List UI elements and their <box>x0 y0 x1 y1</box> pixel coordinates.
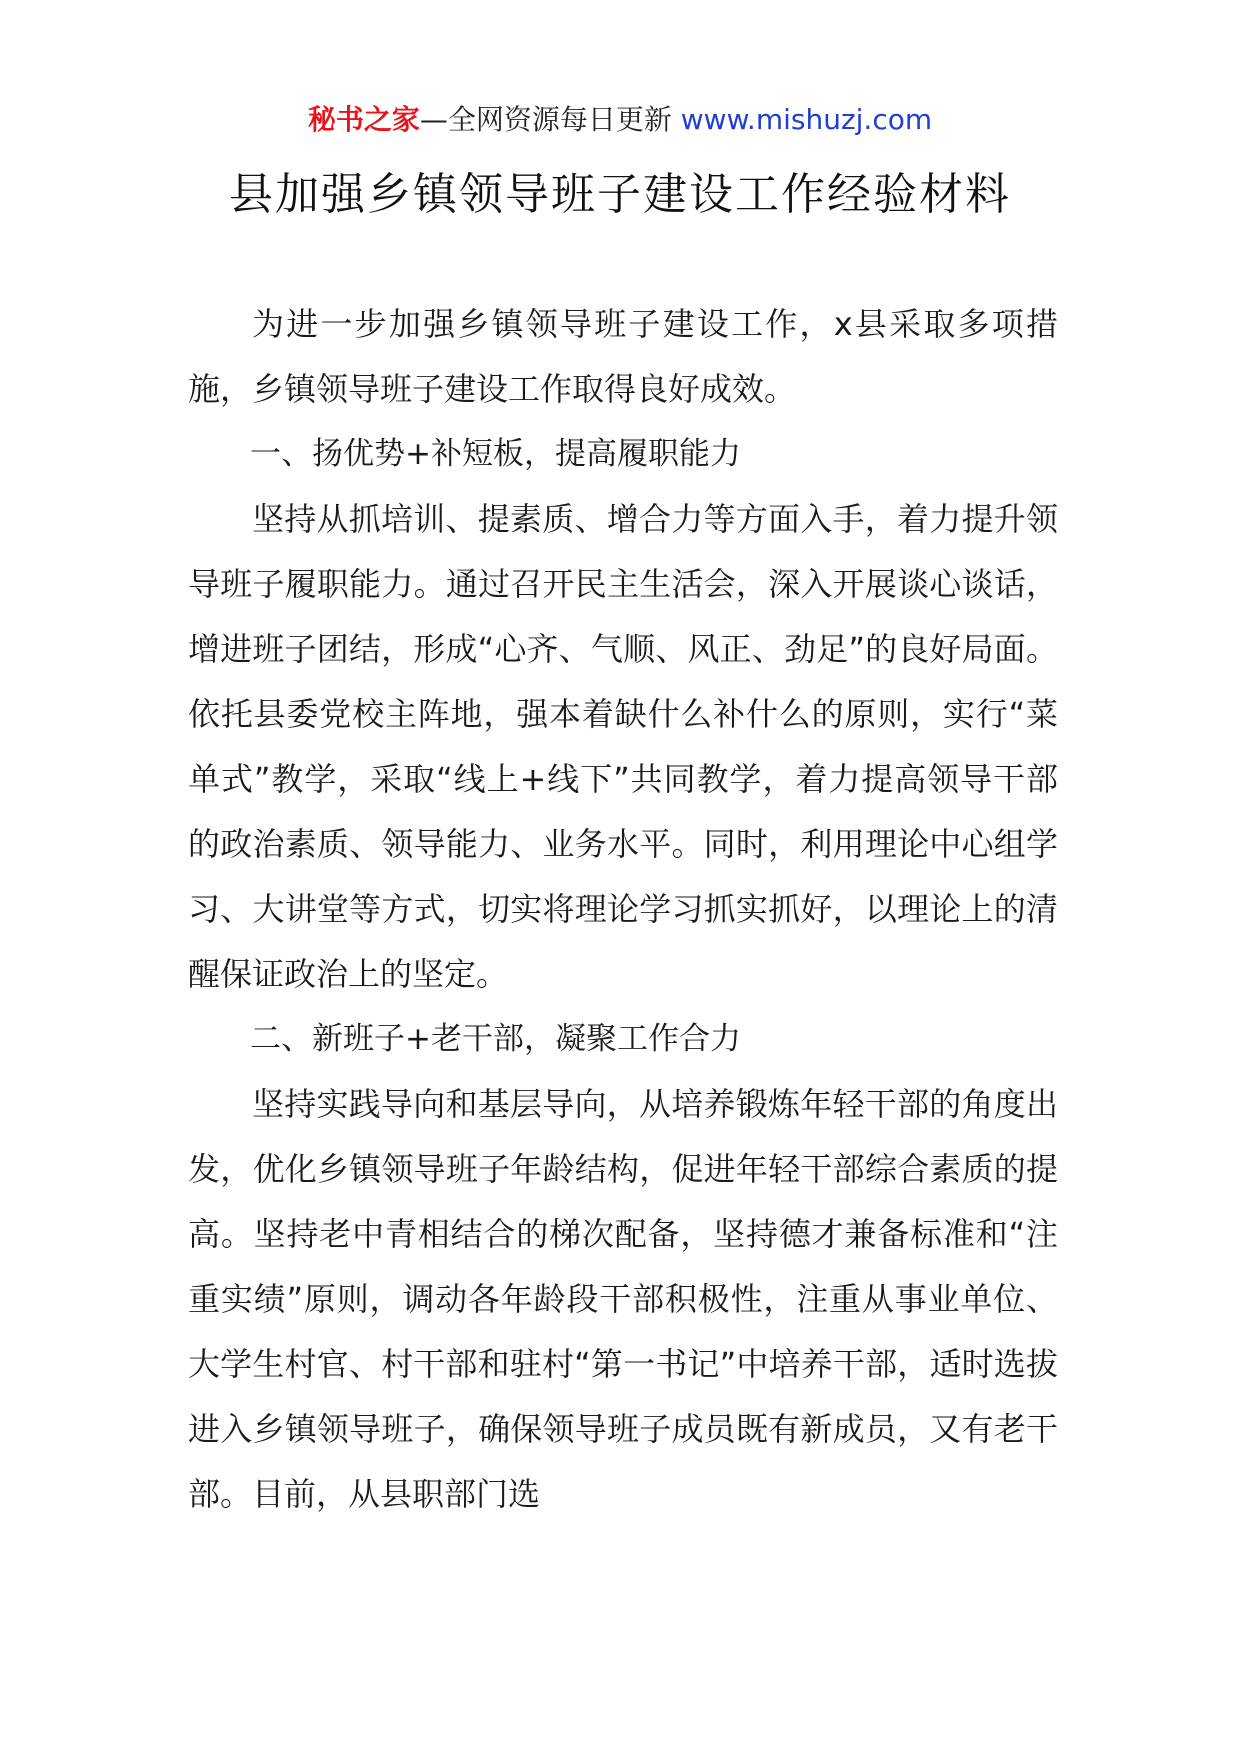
body-paragraph: 坚持从抓培训、提素质、增合力等方面入手，着力提升领导班子履职能力。通过召开民主生活会，深入开展谈心谈话，增进班子团结，形成“心齐、气顺、风正、劲足”的良好局面。依托县委党校主阵地，强本着缺什么补什么的原则，实行“菜单式”教学，采取“线上+线下”共同教学，着力提高领导干部的政治素质、领导能力、业务水平。同时，利用理论中心组学习、大讲堂等方式，切实将理论学习抓实抓好，以理论上的清醒保证政治上的坚定。 <box>188 500 1058 993</box>
intro-paragraph: 为进一步加强乡镇领导班子建设工作，x县采取多项措施，乡镇领导班子建设工作取得良好成效。 <box>188 305 1058 408</box>
section-heading-2: 二、新班子+老干部，凝聚工作合力 <box>250 1021 741 1057</box>
banner-tagline: —全网资源每日更新 <box>419 103 681 136</box>
site-url-link[interactable]: www.mishuzj.com <box>680 103 933 136</box>
document-title: 县加强乡镇领导班子建设工作经验材料 <box>229 169 1011 220</box>
section-heading-1: 一、扬优势+补短板，提高履职能力 <box>250 436 741 472</box>
document-body <box>188 292 1058 1527</box>
brand-name: 秘书之家 <box>307 103 420 136</box>
body-paragraph: 坚持实践导向和基层导向，从培养锻炼年轻干部的角度出发，优化乡镇领导班子年龄结构，促进年轻干部综合素质的提高。坚持老中青相结合的梯次配备，坚持德才兼备标准和“注重实绩”原则，调动各年龄段干部积极性，注重从事业单位、大学生村官、村干部和驻村“第一书记”中培养干部，适时选拔进入乡镇领导班子，确保领导班子成员既有新成员，又有老干部。目前，从县职部门选 <box>188 1085 1058 1513</box>
site-banner <box>0 100 1240 140</box>
